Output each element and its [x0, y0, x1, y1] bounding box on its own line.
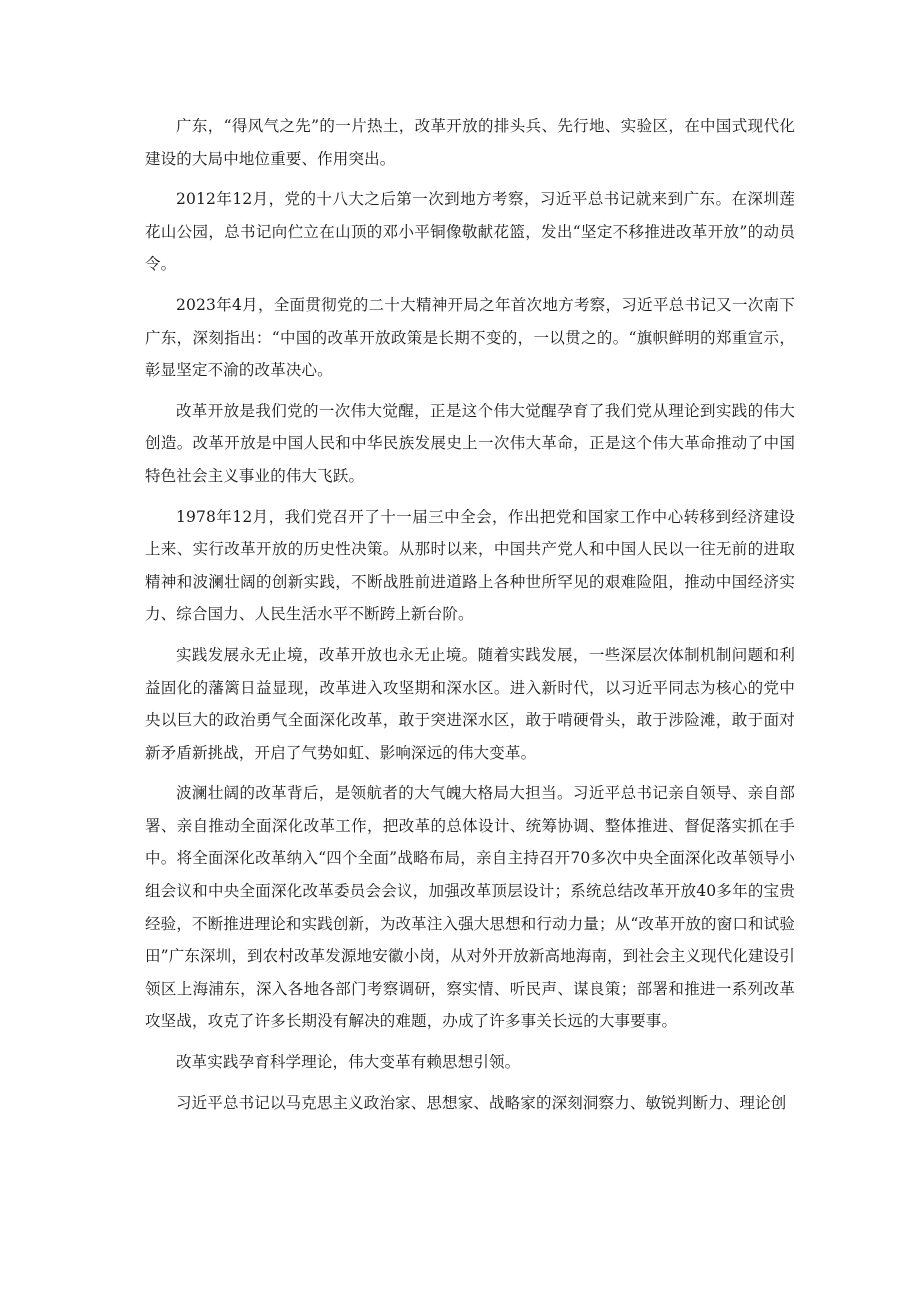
- paragraph-2023-visit: 2023年4月，全面贯彻党的二十大精神开局之年首次地方考察，习近平总书记又一次南下广东，深刻指出：“中国的改革开放政策是长期不变的，一以贯之的。“旗帜鲜明的郑重宣示，彰显坚定不渝的改革决心。: [145, 295, 795, 380]
- paragraph-deepening-reform: 实践发展永无止境，改革开放也永无止境。随着实践发展，一些深层次体制机制问题和利益固化的藩篱日益显现，改革进入攻坚期和深水区。进入新时代，以习近平同志为核心的党中央以巨大的政治勇气全面深化改革，敢于突进深水区，敢于啃硬骨头，敢于涉险滩，敢于面对新矛盾新挑战，开启了气势如虹、影响深远的伟大变革。: [145, 645, 795, 762]
- paragraph-great-awakening: 改革开放是我们党的一次伟大觉醒，正是这个伟大觉醒孕育了我们党从理论到实践的伟大创造。改革开放是中国人民和中华民族发展史上一次伟大革命，正是这个伟大革命推动了中国特色社会主义事业的伟大飞跃。: [145, 401, 795, 485]
- paragraph-insight: 习近平总书记以马克思主义政治家、思想家、战略家的深刻洞察力、敏锐判断力、理论创: [176, 1093, 787, 1112]
- paragraph-1978-plenum: 1978年12月，我们党召开了十一届三中全会，作出把党和国家工作中心转移到经济建设上来、实行改革开放的历史性决策。从那时以来，中国共产党人和中国人民以一往无前的进取精神和波澜壮阔的创新实践，不断战胜前进道路上各种世所罕见的艰难险阻，推动中国经济实力、综合国力、人民生活水平不断跨上新台阶。: [145, 507, 795, 624]
- paragraph-theory-practice: 改革实践孕育科学理论，伟大变革有赖思想引领。: [176, 1053, 521, 1072]
- article-body: [145, 110, 795, 1127]
- paragraph-guangdong-intro: 广东，“得风气之先”的一片热土，改革开放的排头兵、先行地、实验区，在中国式现代化建设的大局中地位重要、作用突出。: [145, 117, 795, 168]
- paragraph-2012-visit: 2012年12月，党的十八大之后第一次到地方考察，习近平总书记就来到广东。在深圳莲花山公园，总书记向伫立在山顶的邓小平铜像敬献花篮，发出“坚定不移推进改革开放”的动员令。: [145, 190, 795, 274]
- paragraph-leadership: 波澜壮阔的改革背后，是领航者的大气魄大格局大担当。习近平总书记亲自领导、亲自部署、亲自推动全面深化改革工作，把改革的总体设计、统筹协调、整体推进、督促落实抓在手中。将全面深化改革纳入“四个全面”战略布局，亲自主持召开70多次中央全面深化改革领导小组会议和中央全面深化改革委员会会议，加强改革顶层设计；系统总结改革开放40多年的宝贵经验，不断推进理论和实践创新，为改革注入强大思想和行动力量；从“改革开放的窗口和试验田”广东深圳，到农村改革发源地安徽小岗，从对外开放新高地海南，到社会主义现代化建设引领区上海浦东，深入各地各部门考察调研，察实情、听民声、谋良策；部署和推进一系列改革攻坚战，攻克了许多长期没有解决的难题，办成了许多事关长远的大事要事。: [145, 784, 795, 1031]
